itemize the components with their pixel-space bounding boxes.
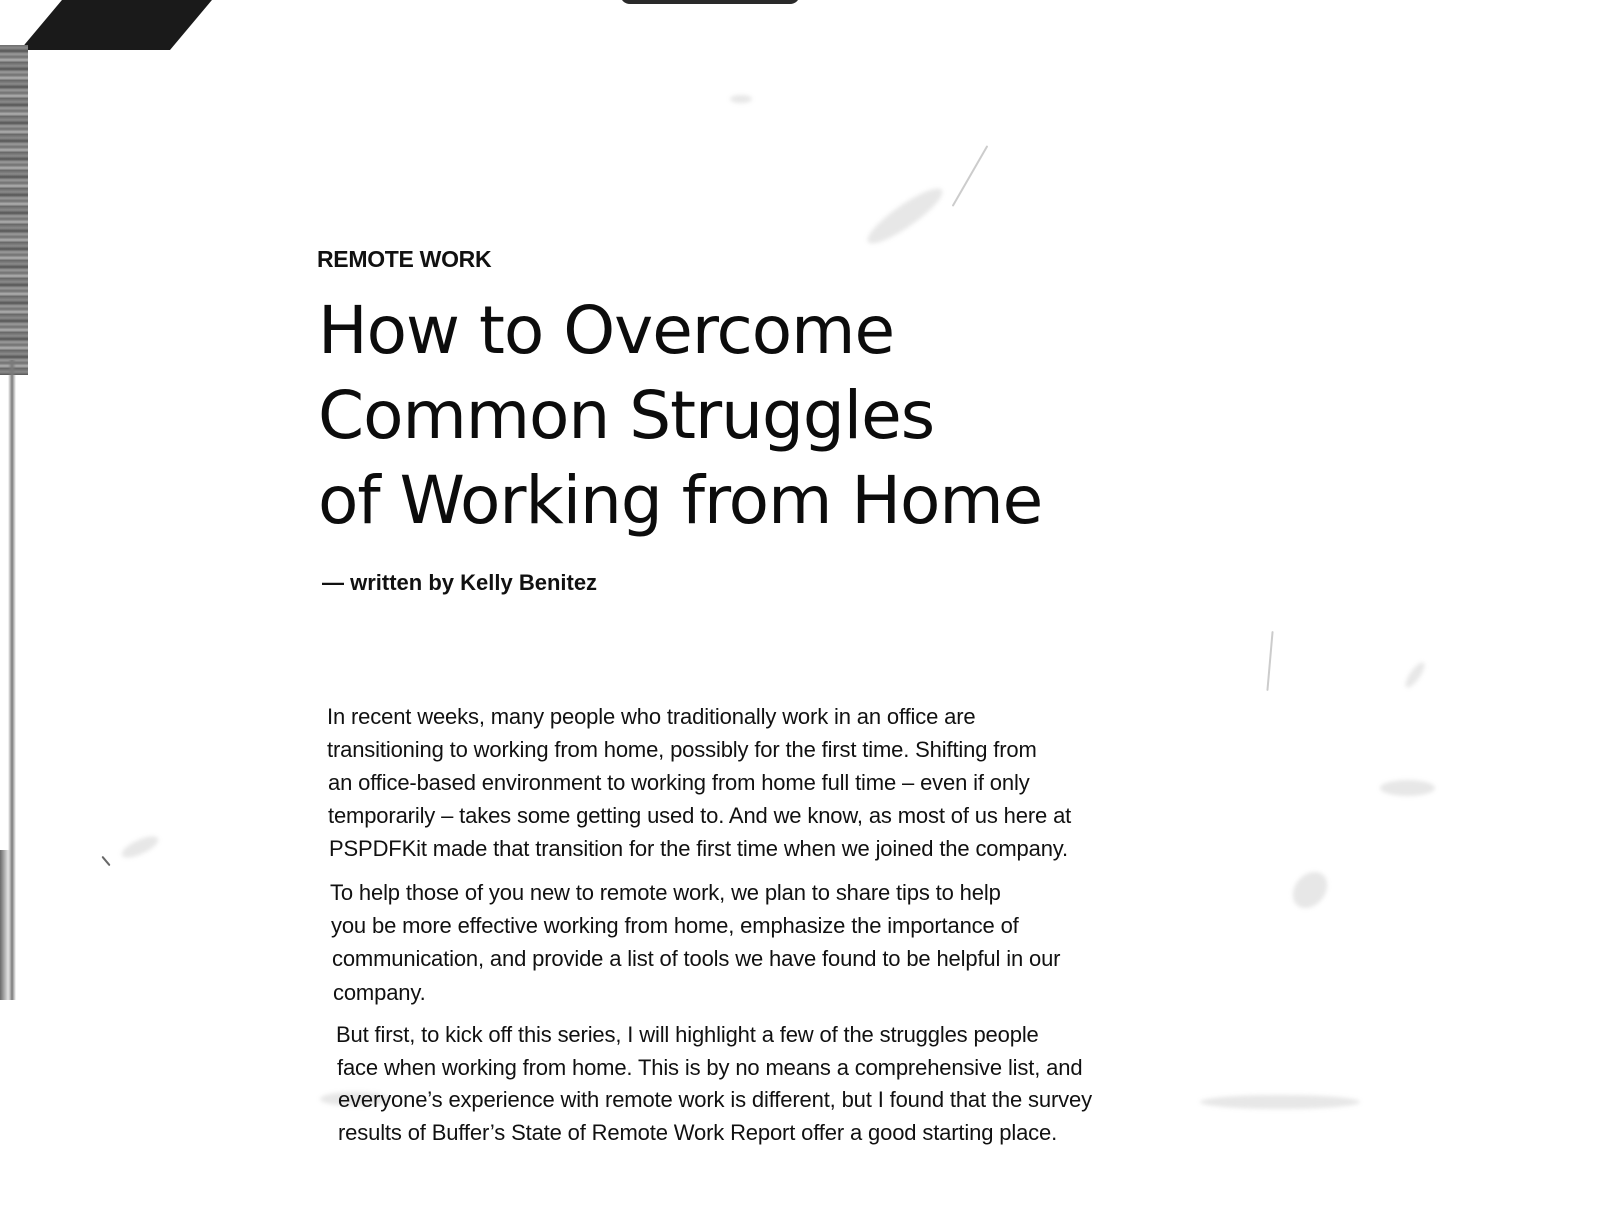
paragraph-line: everyone’s experience with remote work is different, but I found that the survey: [338, 1087, 1092, 1112]
paper-smudge: [730, 95, 752, 103]
paper-smudge: [119, 832, 161, 862]
paper-smudge: [1380, 780, 1435, 796]
paragraph-line: In recent weeks, many people who traditionally work in an office are: [327, 704, 976, 729]
paragraph-line: company.: [333, 980, 426, 1005]
scan-top-shadow: [620, 0, 800, 4]
paragraph-line: you be more effective working from home, emphasize the importance of: [331, 913, 1019, 938]
title-line: Common Struggles: [318, 377, 935, 454]
paper-smudge: [862, 181, 948, 251]
author-byline: — written by Kelly Benitez: [322, 570, 598, 595]
paper-scratch: [952, 145, 989, 207]
paragraph-line: results of Buffer’s State of Remote Work Report offer a good starting place.: [338, 1120, 1058, 1145]
paper-scratch: [1266, 631, 1273, 691]
title-line: How to Overcome: [318, 292, 895, 369]
paragraph-line: PSPDFKit made that transition for the first time when we joined the company.: [329, 836, 1068, 861]
paragraph-line: To help those of you new to remote work, we plan to share tips to help: [330, 880, 1001, 905]
paragraph-line: face when working from home. This is by no means a comprehensive list, and: [337, 1055, 1083, 1080]
paper-scratch: [101, 856, 110, 866]
paragraph-line: temporarily – takes some getting used to. And we know, as most of us here at: [328, 803, 1072, 828]
paper-smudge: [1200, 1095, 1360, 1109]
title-line: of Working from Home: [318, 462, 1043, 539]
paragraph-line: But first, to kick off this series, I will highlight a few of the struggles people: [336, 1022, 1039, 1047]
paper-smudge: [1286, 865, 1335, 915]
section-kicker: REMOTE WORK: [317, 246, 492, 272]
paragraph-line: an office-based environment to working from home full time – even if only: [328, 770, 1030, 795]
scan-left-edge-band: [0, 45, 28, 375]
paragraph-line: communication, and provide a list of tools we have found to be helpful in our: [332, 946, 1061, 971]
article-title: [318, 288, 1042, 543]
scan-corner-shadow: [20, 0, 229, 50]
paper-smudge: [1402, 660, 1427, 690]
scan-left-lower-shade: [0, 850, 10, 1000]
paragraph-line: transitioning to working from home, possibly for the first time. Shifting from: [327, 737, 1037, 762]
